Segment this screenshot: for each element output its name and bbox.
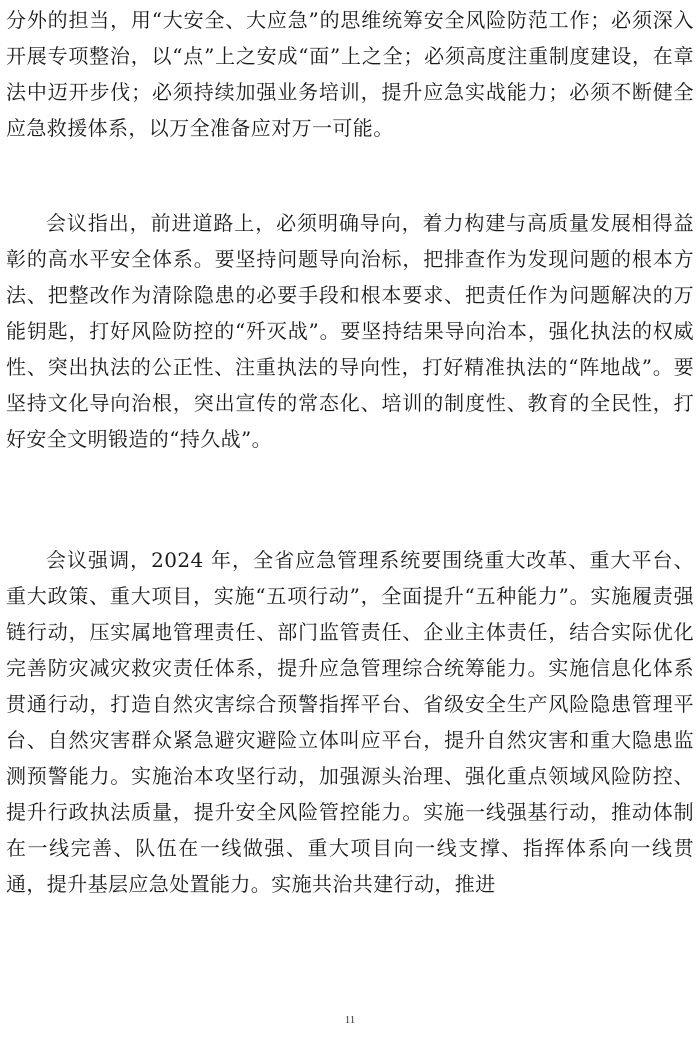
page-number: 11 (344, 1014, 356, 1026)
paragraph-meeting-pointed-out: 会议指出，前进道路上，必须明确导向，着力构建与高质量发展相得益彰的高水平安全体系。要坚持问题导向治标，把排查作为发现问题的根本方法、把整改作为清除隐患的必要手段和根本要求、把责任作为问题解决的万能钥匙，打好风险防控的“歼灭战”。要坚持结果导向治本，强化执法的权威性、突出执法的公正性、注重执法的导向性，打好精准执法的“阵地战”。要坚持文化导向治根，突出宣传的常态化、培训的制度性、教育的全民性，打好安全文明锻造的“持久战”。 (6, 211, 694, 451)
paragraph-meeting-emphasized: 会议强调，2024 年，全省应急管理系统要围绕重大改革、重大平台、重大政策、重大项目，实施“五项行动”，全面提升“五种能力”。实施履责强链行动，压实属地管理责任、部门监管责任、企业主体责任，结合实际优化完善防灾减灾救灾责任体系，提升应急管理综合统筹能力。实施信息化体系贯通行动，打造自然灾害综合预警指挥平台、省级安全生产风险隐患管理平台、自然灾害群众紧急避灾避险立体叫应平台，提升自然灾害和重大隐患监测预警能力。实施治本攻坚行动，加强源头治理、强化重点领域风险防控、提升行政执法质量，提升安全风险管控能力。实施一线强基行动，推动体制在一线完善、队伍在一线做强、重大项目向一线支撑、指挥体系向一线贯通，提升基层应急处置能力。实施共治共建行动，推进 (6, 548, 694, 896)
paragraph-continuation: 分外的担当，用“大安全、大应急”的思维统筹安全风险防范工作；必须深入开展专项整治，以“点”上之安成“面”上之全；必须高度注重制度建设，在章法中迈开步伐；必须持续加强业务培训，提升应急实战能力；必须不断健全应急救援体系，以万全准备应对万一可能。 (6, 8, 694, 140)
